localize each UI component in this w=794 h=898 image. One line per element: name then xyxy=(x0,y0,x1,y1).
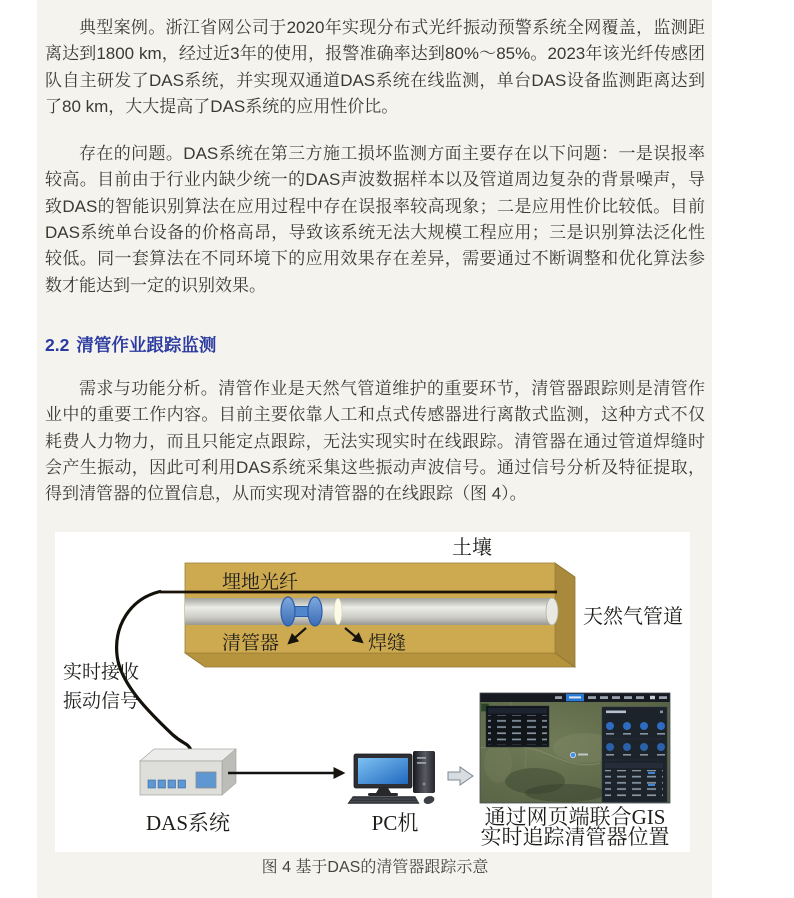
figure-4 xyxy=(55,532,690,852)
paragraph-pigging-analysis: 需求与功能分析。清管作业是天然气管道维护的重要环节，清管器跟踪则是清管作业中的重要工作内容。目前主要依靠人工和点式传感器进行离散式监测，这种方式不仅耗费人力物力，而且只能定点跟踪，无法实现实时在线跟踪。清管器在通过管道焊缝时会产生振动，因此可利用DAS系统采集这些振动声波信号。通过信号分析及特征提取，得到清管器的位置信息，从而实现对清管器的在线跟踪（图 4）。 xyxy=(45,378,705,504)
das-device-icon xyxy=(140,749,236,795)
pc-label: PC机 xyxy=(371,811,419,836)
weld-seam xyxy=(334,599,342,625)
gis-data-table-overlay xyxy=(486,706,549,747)
pipeline-label: 天然气管道 xyxy=(583,606,683,629)
gis-caption-line1: 通过网页端联合GIS xyxy=(484,805,666,830)
pc-computer-icon xyxy=(348,751,435,805)
section-heading xyxy=(45,332,705,358)
content-column xyxy=(37,0,712,898)
gas-pipeline xyxy=(185,598,558,625)
das-label: DAS系统 xyxy=(145,811,231,836)
gis-screenshot xyxy=(480,693,670,803)
paragraph-existing-problems: 存在的问题。DAS系统在第三方施工损坏监测方面主要存在以下问题：一是误报率较高。目前由于行业内缺少统一的DAS声波数据样本以及管道周边复杂的背景噪声，导致DAS的智能识别算法在应用过程中存在误报率较高现象；二是应用性价比较低。目前DAS系统单台设备的价格高昂，导致该系统无法大规模工程应用；三是识别算法泛化性较低。同一套算法在不同环境下的应用效果存在差异，需要通过不断调整和优化算法参数才能达到一定的识别效果。 xyxy=(45,144,705,295)
weld-label: 焊缝 xyxy=(368,633,407,655)
section-title: 清管作业跟踪监测 xyxy=(76,334,217,355)
paragraph-typical-case: 典型案例。浙江省网公司于2020年实现分布式光纤振动预警系统全网覆盖，监测距离达到1800 km，经过近3年的使用，报警准确率达到80%～85%。2023年该光纤传感团队自主研发了DAS系统，并实现双通道DAS系统在线监测，单台DAS设备监测距离达到了80 km，大大提高了DAS系统的应用性价比。 xyxy=(45,18,705,116)
buried-fiber-label: 埋地光纤 xyxy=(222,572,299,594)
gis-side-panel xyxy=(602,707,667,802)
gis-caption-line2: 实时追踪清管器位置 xyxy=(480,825,670,850)
receive-signal-label-line2: 振动信号 xyxy=(63,691,140,713)
figure-caption: 图 4 基于DAS的清管器跟踪示意 xyxy=(261,859,489,877)
soil-label: 土壤 xyxy=(452,537,492,560)
article-body xyxy=(37,15,712,878)
receive-signal-label-line1: 实时接收 xyxy=(63,662,140,684)
pc-to-gis-arrow xyxy=(448,767,473,785)
section-number: 2.2 xyxy=(45,334,70,355)
gis-pig-marker xyxy=(570,753,575,758)
figure-4-diagram xyxy=(55,532,690,852)
pig-label: 清管器 xyxy=(222,633,280,655)
